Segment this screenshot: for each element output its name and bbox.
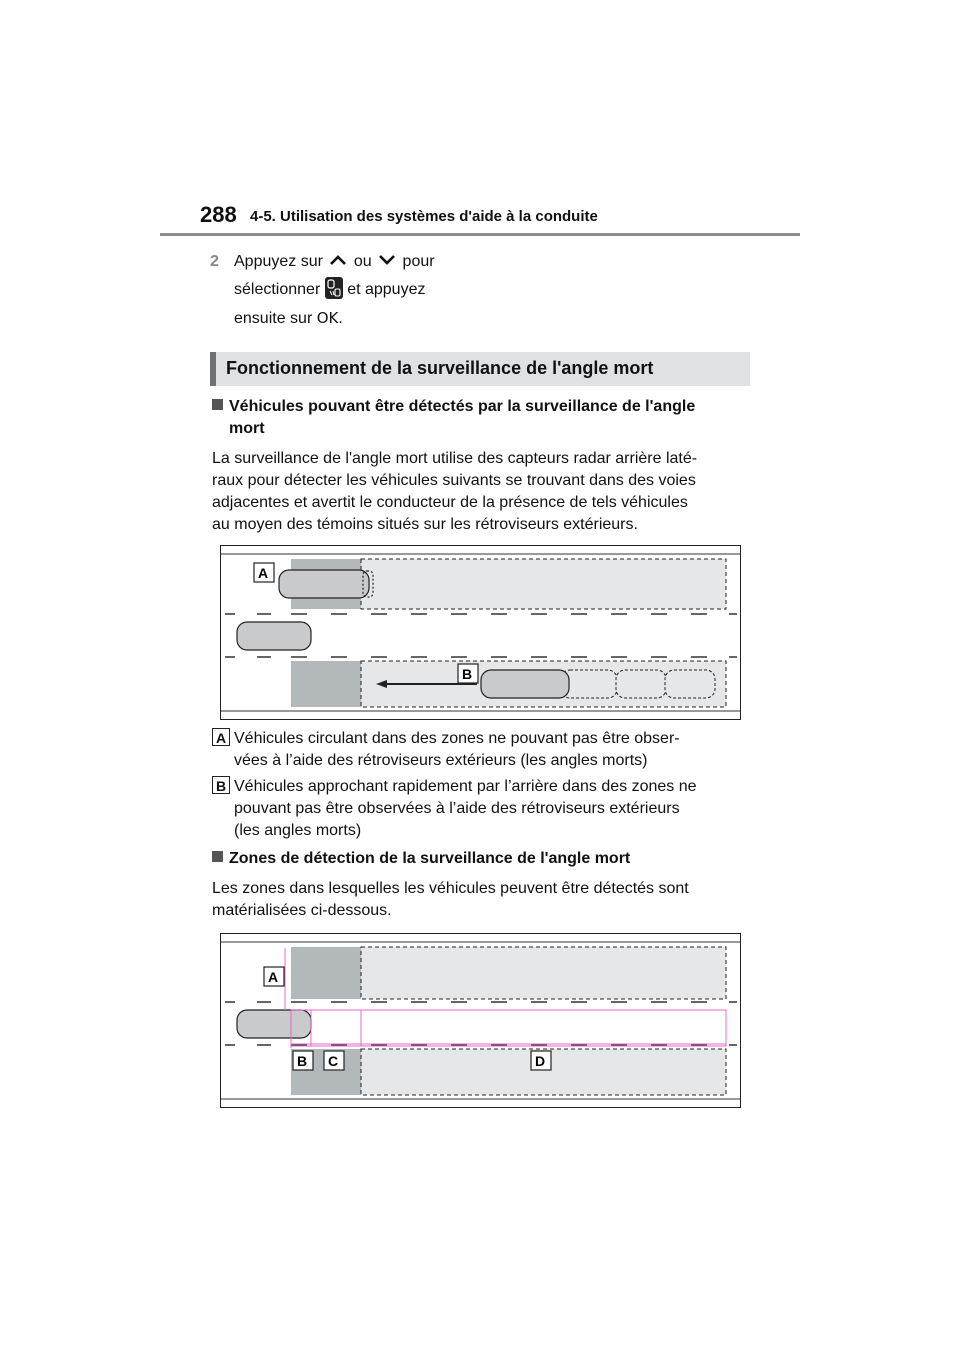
header-rule [160, 233, 800, 236]
figure-detection-zones [220, 933, 741, 1108]
paragraph-zones [212, 878, 752, 922]
chapter-title: 4-5. Utilisation des systèmes d'aide à la conduite [250, 208, 598, 225]
step-text: et appuyez [347, 281, 426, 298]
step-text: . [338, 310, 343, 327]
paragraph-line: adjacentes et avertit le conducteur de la présence de tels véhicules [212, 494, 688, 511]
paragraph-line: au moyen des témoins situés sur les rétroviseurs extérieurs. [212, 516, 638, 533]
figure-label-d: D [535, 1053, 546, 1069]
callout-text: Véhicules circulant dans des zones ne pouvant pas être obser- [234, 730, 680, 747]
step-line-3 [234, 304, 343, 333]
section-heading [210, 352, 750, 386]
callout-label: A [212, 728, 230, 746]
square-bullet-icon [212, 399, 223, 410]
figure-label-b: B [462, 666, 473, 682]
page-number: 288 [200, 202, 237, 227]
paragraph-description [212, 448, 752, 536]
step-text: ou [353, 253, 372, 270]
blind-spot-monitor-icon [325, 277, 343, 299]
step-text: ensuite sur [234, 310, 313, 327]
chevron-up-icon [327, 252, 349, 268]
figure-1-illustration [221, 546, 740, 719]
chevron-down-icon [376, 252, 398, 268]
step-text: sélectionner [234, 281, 321, 298]
figure-2-illustration [221, 934, 740, 1107]
section-heading-text: Fonctionnement de la surveillance de l'angle mort [226, 358, 654, 378]
step-number: 2 [210, 253, 219, 270]
subheading-text: Véhicules pouvant être détectés par la surveillance de l'angle [229, 398, 696, 415]
subheading-text: mort [229, 420, 265, 437]
paragraph-line: matérialisées ci-dessous. [212, 902, 392, 919]
figure-label-a: A [268, 969, 279, 985]
step-line-1 [234, 248, 435, 276]
step-text: pour [402, 253, 435, 270]
figure-detected-vehicles [220, 545, 741, 720]
callout-label: B [212, 776, 230, 794]
subheading-detection-zones [212, 848, 630, 870]
square-bullet-icon [212, 851, 223, 862]
figure-label-b: B [297, 1053, 308, 1069]
callout-text: Véhicules approchant rapidement par l’arrière dans des zones ne [234, 778, 697, 795]
paragraph-line: La surveillance de l'angle mort utilise des capteurs radar arrière laté- [212, 450, 698, 467]
figure-label-a: A [258, 565, 269, 581]
figure-label-c: C [328, 1053, 339, 1069]
ok-button-glyph: OK [316, 309, 339, 327]
subheading-text: Zones de détection de la surveillance de l'angle mort [229, 850, 631, 867]
callout-text: vées à l’aide des rétroviseurs extérieurs (les angles morts) [234, 752, 648, 769]
callout-text: pouvant pas être observées à l’aide des rétroviseurs extérieurs [234, 800, 680, 817]
paragraph-line: Les zones dans lesquelles les véhicules peuvent être détectés sont [212, 880, 689, 897]
subheading-detected-vehicles [212, 396, 695, 440]
paragraph-line: raux pour détecter les véhicules suivants se trouvant dans des voies [212, 472, 696, 489]
step-text: Appuyez sur [234, 253, 323, 270]
callout-text: (les angles morts) [234, 822, 362, 839]
step-line-2 [234, 276, 425, 304]
